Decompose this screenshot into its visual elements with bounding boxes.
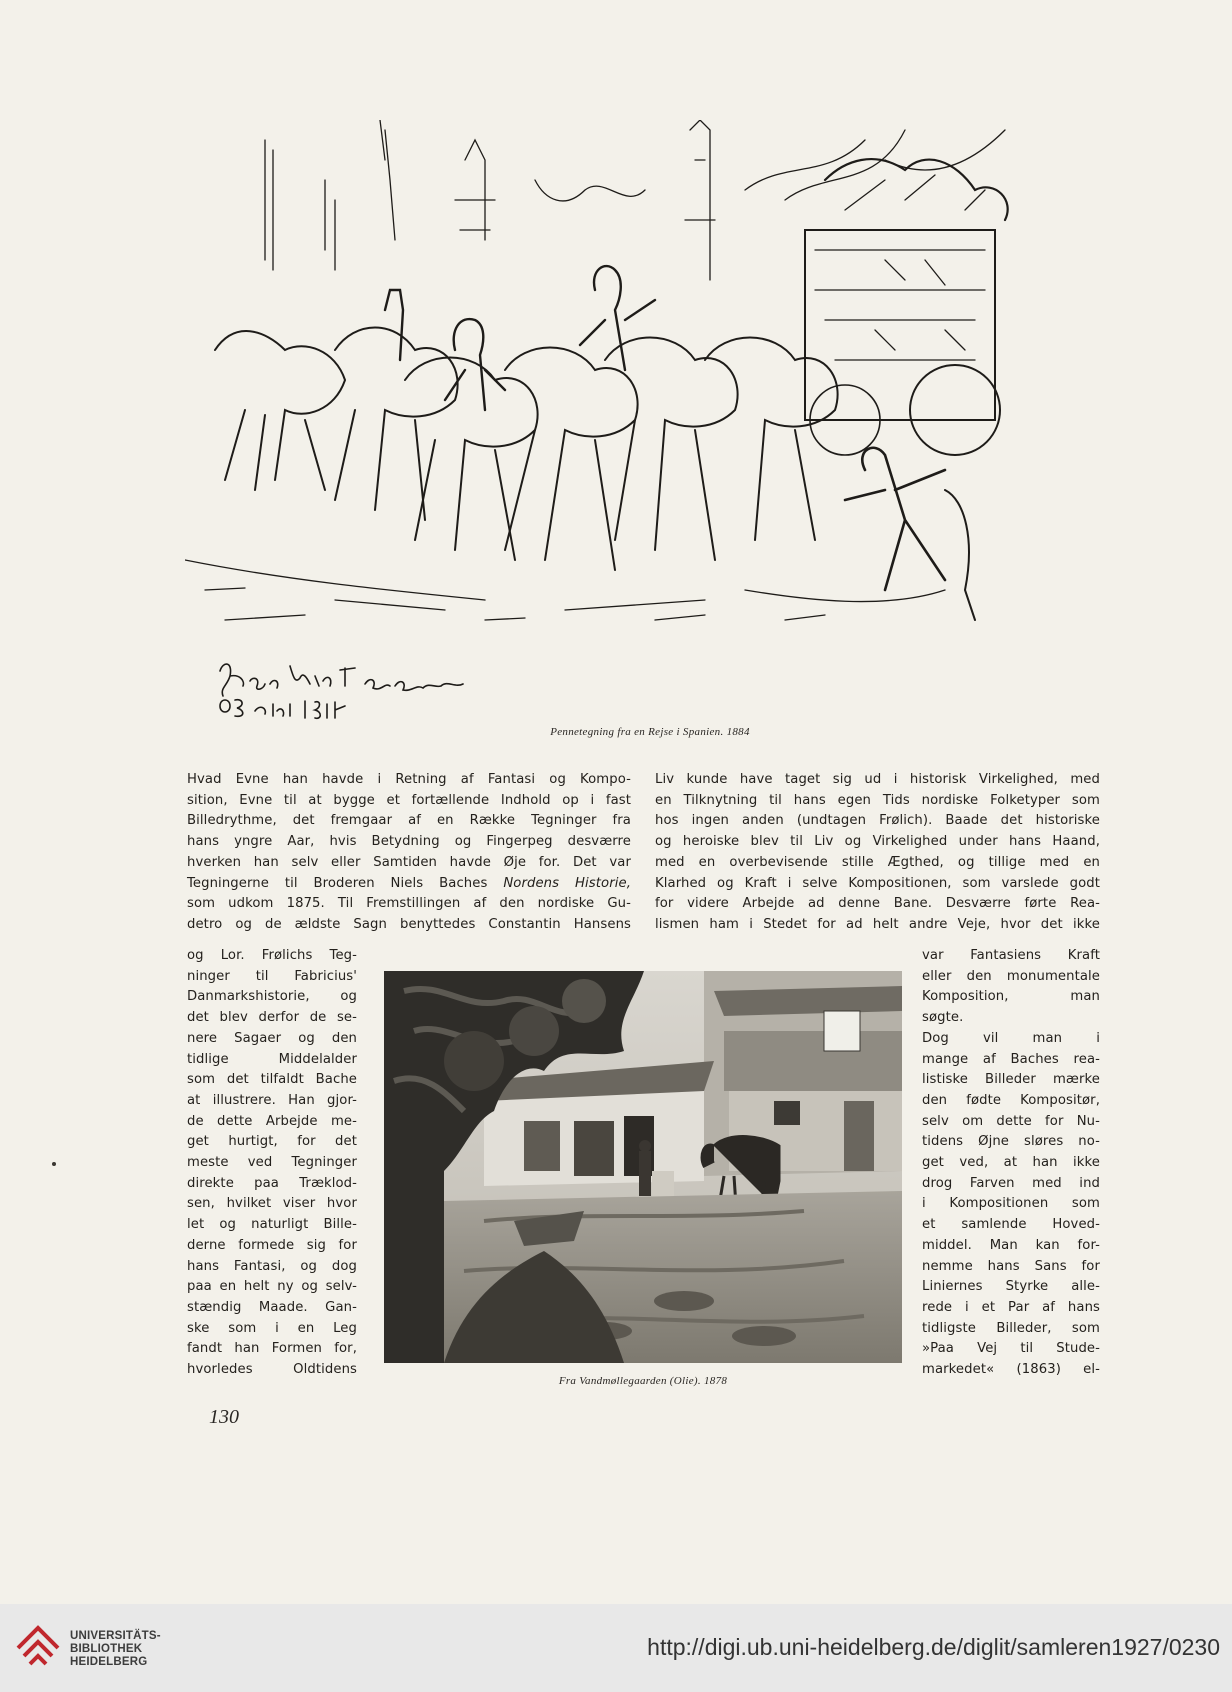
library-name [70,1630,161,1669]
painting-photo-vandmollegaarden [384,971,902,1363]
text-line: detro og de ældste Sagn benyttedes Constantin Hansens [187,916,631,932]
text-line: rede i et Par af hans [922,1299,1100,1315]
top-figure-caption: Pennetegning fra en Rejse i Spanien. 1884 [550,726,750,738]
text-line: nemme hans Sans for [922,1258,1100,1274]
text-line: tidligste Billeder, som [922,1320,1100,1336]
text-line: hans yngre Aar, hvis Betydning og Fingerpeg desværre [187,834,631,850]
text-line: Danmarkshistorie, og [187,989,357,1005]
text-line: hverken han selv eller Samtiden havde Øje for. Det var [187,854,631,870]
text-line: at illustrere. Han gjor- [187,1092,357,1108]
text-line: Klarhed og Kraft i selve Kompositionen, som varslede godt [655,875,1100,891]
text-line: lismen ham i Stedet for ad helt andre Veje, hvor det ikke [655,916,1100,932]
text-line: tidens Øjne sløres no- [922,1134,1100,1150]
handwritten-inscription-svg [215,656,515,736]
text-line-with-title [187,874,631,895]
text-line: middel. Man kan for- [922,1237,1100,1253]
text-line: en Tilknytning til hans egen Tids nordiske Folketyper som [655,792,1100,808]
text-line: for videre Arbejde ad denne Bane. Desværre førte Rea- [655,896,1100,912]
text-line: hvorledes Oldtidens [187,1362,357,1378]
text-line: Komposition, man [922,989,1100,1005]
right-column-narrow-text [922,946,1100,1381]
text-line: sition, Evne til at bygge et fortællende Indhold op i fast [187,792,631,808]
left-column-top-text [187,770,631,936]
text-line: den fødte Kompositør, [922,1092,1100,1108]
text-line: som udkom 1875. Til Fremstillingen af den nordiske Gu- [187,896,631,912]
text-line: eller den monumentale [922,968,1100,984]
text-line: og heroiske blev til Liv og Virkelighed under hans Haand, [655,834,1100,850]
pen-drawing-coach-horses [185,120,1101,715]
left-column-narrow-text [187,946,357,1381]
text-line: Dog vil man i [922,1030,1100,1046]
text-line: hos ingen anden (undtagen Frølich). Baade det historiske [655,813,1100,829]
handwritten-inscription [215,656,515,736]
text-line: fandt han Formen for, [187,1341,357,1357]
text-line: med en overbevisende stille Ægthed, og tillige med en [655,854,1100,870]
text-fragment: Tegningerne til Broderen Niels Baches [187,875,504,891]
right-column-top-text [655,770,1100,936]
text-line: i Kompositionen som [922,1196,1100,1212]
book-title-nordens-historie: Nordens Historie, [503,875,631,891]
text-line: et samlende Hoved- [922,1217,1100,1233]
text-line: som det tilfaldt Bache [187,1072,357,1088]
text-line: let og naturligt Bille- [187,1217,357,1233]
text-line: mange af Baches rea- [922,1051,1100,1067]
photo-caption: Fra Vandmøllegaarden (Olie). 1878 [558,1375,728,1387]
text-line: nere Sagaer og den [187,1030,357,1046]
scan-speck [52,1162,56,1166]
university-library-logo-icon[interactable] [12,1622,64,1674]
document-url-link[interactable]: http://digi.ub.uni-heidelberg.de/diglit/samleren1927/0230 [647,1634,1220,1660]
text-line: listiske Billeder mærke [922,1072,1100,1088]
text-line: derne formede sig for [187,1237,357,1253]
text-line: Liv kunde have taget sig ud i historisk Virkelighed, med [655,772,1100,787]
text-line: direkte paa Træklod- [187,1175,357,1191]
text-line: sen, hvilket viser hvor [187,1196,357,1212]
text-line: markedet« (1863) el- [922,1362,1100,1378]
painting-photo-svg [384,971,902,1363]
page-number: 130 [209,1406,239,1428]
text-line: »Paa Vej til Stude- [922,1341,1100,1357]
text-line: drog Farven med ind [922,1175,1100,1191]
text-line: Liniernes Styrke alle- [922,1279,1100,1295]
text-line: paa en helt ny og selv- [187,1279,357,1295]
logo-svg [12,1622,64,1674]
text-line: selv om dette for Nu- [922,1113,1100,1129]
text-line: Hvad Evne han havde i Retning af Fantasi og Kompo- [187,772,631,787]
library-name-line1: UNIVERSITÄTS- [70,1630,161,1642]
text-line: get ved, at han ikke [922,1155,1100,1171]
text-line: var Fantasiens Kraft [922,948,1100,963]
library-footer-bar [0,1604,1232,1692]
text-line: meste ved Tegninger [187,1155,357,1171]
library-name-line3: HEIDELBERG [70,1656,148,1668]
text-line: det blev derfor de se- [187,1010,357,1026]
pen-drawing-svg [185,120,1101,715]
text-line: og Lor. Frølichs Teg- [187,948,357,963]
text-line: hans Fantasi, og dog [187,1258,357,1274]
library-name-line2: BIBLIOTHEK [70,1643,143,1655]
text-line: de dette Arbejde me- [187,1113,357,1129]
text-line: stændig Maade. Gan- [187,1299,357,1315]
text-line: Billedrythme, det fremgaar af en Række Tegninger fra [187,813,631,829]
text-line: ninger til Fabricius' [187,968,357,984]
text-line: søgte. [922,1010,964,1026]
text-line: ske som i en Leg [187,1320,357,1336]
text-line: get hurtigt, for det [187,1134,357,1150]
text-line: tidlige Middelalder [187,1051,357,1067]
